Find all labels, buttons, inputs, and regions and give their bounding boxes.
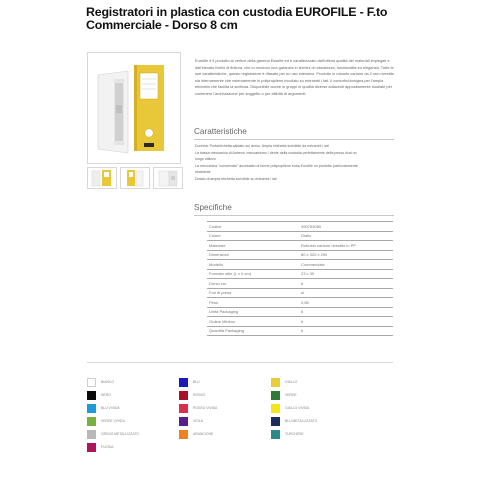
- color-swatch: [179, 391, 188, 400]
- spec-label: Dimensioni: [207, 250, 299, 260]
- spec-value: 390753080: [299, 222, 393, 232]
- color-option-viola[interactable]: [179, 417, 269, 426]
- color-name: BIANCO: [101, 380, 114, 384]
- color-swatch: [179, 378, 188, 387]
- color-option-blu-metallizzato[interactable]: [271, 417, 361, 426]
- color-option-giallo[interactable]: [271, 378, 361, 387]
- spec-value: 23 x 30: [299, 269, 393, 279]
- colors-divider: [87, 362, 393, 363]
- color-option-blu-vivida[interactable]: [87, 404, 177, 413]
- color-swatch: [87, 443, 96, 452]
- spec-value: 80 x 320 x 290: [299, 250, 393, 260]
- feature-line: Dotato di ampia etichetta scrivibile su entrambi i lati: [195, 176, 277, 181]
- spec-value: Robusto cartone rivestito in PP: [299, 241, 393, 251]
- product-title: Registratori in plastica con custodia EUROFILE - F.to Commerciale - Dorso 8 cm: [86, 5, 388, 32]
- table-row: [207, 298, 393, 308]
- spec-label: Codice: [207, 222, 299, 232]
- color-option-arancione[interactable]: [179, 430, 269, 439]
- table-row: [207, 307, 393, 317]
- color-swatch: [271, 417, 280, 426]
- color-option-nero[interactable]: [87, 391, 177, 400]
- color-options: [87, 378, 407, 458]
- thumbnail-1[interactable]: [87, 167, 117, 189]
- specs-heading: Specifiche: [194, 203, 232, 212]
- color-swatch: [179, 430, 188, 439]
- color-swatch: [87, 378, 96, 387]
- spec-value: 0,85: [299, 298, 393, 308]
- color-option-bianco[interactable]: [87, 378, 177, 387]
- binder-thumbnail: [88, 168, 116, 188]
- spec-label: Ordine Minimo: [207, 317, 299, 327]
- binder-thumbnail: [121, 168, 149, 188]
- color-name: TURCHESE: [285, 432, 304, 436]
- color-swatch: [87, 430, 96, 439]
- table-row: [207, 250, 393, 260]
- color-swatch: [87, 391, 96, 400]
- thumbnail-3[interactable]: [153, 167, 183, 189]
- spec-label: Dorso cm: [207, 279, 299, 289]
- spec-value: si: [299, 288, 393, 298]
- table-row: [207, 326, 393, 336]
- color-option-rosso-vivida[interactable]: [179, 404, 269, 413]
- spec-value: Commerciale: [299, 260, 393, 270]
- table-row: [207, 279, 393, 289]
- binder-thumbnail: [154, 168, 182, 188]
- spec-label: Fori di presa: [207, 288, 299, 298]
- spec-label: Quantità Packaging: [207, 326, 299, 336]
- color-option-grigio-metallizzato[interactable]: [87, 430, 177, 439]
- table-row: [207, 241, 393, 251]
- spec-label: Peso: [207, 298, 299, 308]
- table-row: [207, 231, 393, 241]
- spec-value: 6: [299, 307, 393, 317]
- spec-value: 6: [299, 317, 393, 327]
- spec-label: Materiale: [207, 241, 299, 251]
- color-name: BLU: [193, 380, 200, 384]
- color-option-giallo-vivida[interactable]: [271, 404, 361, 413]
- color-name: BLU METALLIZZATO: [285, 419, 318, 423]
- color-name: FUCSIA: [101, 445, 114, 449]
- color-swatch: [271, 404, 280, 413]
- color-option-verde[interactable]: [271, 391, 361, 400]
- color-swatch: [179, 404, 188, 413]
- color-swatch: [271, 378, 280, 387]
- color-name: GRIGIO METALLIZZATO: [101, 432, 139, 436]
- color-option-rosso[interactable]: [179, 391, 269, 400]
- feature-line: Dorinha: Portaetichetta saldato sul dorso. Ampia etichetta scrivibile da entrambi i lati: [195, 144, 329, 148]
- spec-label: Formato utile (L x h cm): [207, 269, 299, 279]
- feature-line: La bassa meccanica di Anfrecs: meccanismo / dente della custodia perfettamente della pesos ricai un: [195, 150, 357, 155]
- color-swatch: [271, 391, 280, 400]
- specs-divider: [194, 215, 394, 216]
- thumbnail-strip: [87, 167, 181, 189]
- color-option-verde-vivida[interactable]: [87, 417, 177, 426]
- color-option-blu[interactable]: [179, 378, 269, 387]
- feature-line: La meccanica "conservato" accessato di forme polipropilene eosa Eurofile un prodotto particolarmente: [195, 163, 358, 168]
- color-name: VERDE: [285, 393, 297, 397]
- spec-label: Colore: [207, 231, 299, 241]
- features-heading: Caratteristiche: [194, 127, 247, 136]
- table-row: [207, 222, 393, 232]
- color-name: NERO: [101, 393, 111, 397]
- color-name: VIOLA: [193, 419, 203, 423]
- table-row: [207, 260, 393, 270]
- color-name: GIALLO VIVIDA: [285, 406, 310, 410]
- color-name: BLU VIVIDA: [101, 406, 120, 410]
- color-swatch: [179, 417, 188, 426]
- table-row: [207, 269, 393, 279]
- features-list: [195, 143, 395, 182]
- color-name: ROSSO: [193, 393, 206, 397]
- color-swatch: [87, 404, 96, 413]
- color-swatch: [87, 417, 96, 426]
- feature-line: lungo utilizzo: [195, 157, 216, 161]
- color-swatch: [271, 430, 280, 439]
- spec-value: 6: [299, 326, 393, 336]
- spec-value: 8: [299, 279, 393, 289]
- binder-image: [88, 53, 180, 163]
- table-row: [207, 288, 393, 298]
- spec-value: Giallo: [299, 231, 393, 241]
- color-name: ARANCIONE: [193, 432, 214, 436]
- thumbnail-2[interactable]: [120, 167, 150, 189]
- color-name: VERDE VIVIDA: [101, 419, 125, 423]
- color-option-fucsia[interactable]: [87, 443, 177, 452]
- table-row: [207, 317, 393, 327]
- specs-table: [207, 221, 393, 336]
- color-name: GIALLO: [285, 380, 298, 384]
- product-description: Eurofile è il prodotto al vertice della gamma Esselte ed è caratterizzato dall'ottima qualità dei materiali impiegati e dall'elevato livello di finitura, che lo rendono una garanzia in termini di robustezza, funzionalità ed eleganza. Tutte le sue caratteristiche, questo registratore è rifasato per un uso intensivo. Prodotto in robusto cartone da 2 mm rivestito sia internamente che esternamente in polipropilene incollato su entrambi i lati. Il contorfo/dorsigna per l'ampia etichetta che facilita la scrittura. Disponibile anche in gruppi in qualità diverse adiacenti appositamente studiate per contenere l'archiviazione per soggetto o per affinità di argomenti.: [195, 58, 394, 96]
- features-divider: [194, 139, 394, 140]
- color-name: ROSSO VIVIDA: [193, 406, 218, 410]
- spec-label: Unità Packaging: [207, 307, 299, 317]
- color-option-turchese[interactable]: [271, 430, 361, 439]
- product-main-image[interactable]: [87, 52, 181, 164]
- spec-label: Modello: [207, 260, 299, 270]
- feature-line: resistente: [195, 170, 211, 174]
